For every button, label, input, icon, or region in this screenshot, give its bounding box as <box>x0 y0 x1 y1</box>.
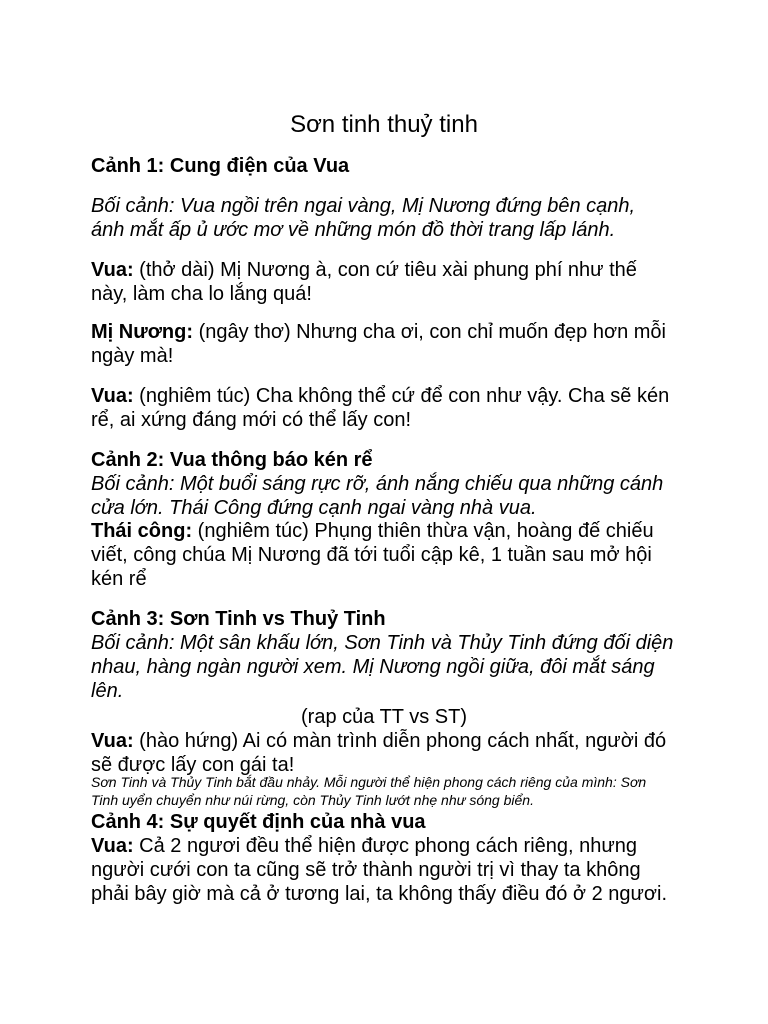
scene2-heading: Cảnh 2: Vua thông báo kén rể <box>91 449 373 471</box>
dialogue-text: Cả 2 ngươi đều thể hiện được phong cách riêng, nhưng người cưới con ta cũng sẽ trở thành người trị vì thay ta không phải bây giờ mà cả ở tương lai, ta không thấy điều đó ở 2 ngươi. <box>91 835 668 905</box>
scene1-line3 <box>91 384 681 432</box>
dialogue-text: (thở dài) Mị Nương à, con cứ tiêu xài phung phí như thế này, làm cha lo lắng quá! <box>91 259 637 305</box>
scene4-heading: Cảnh 4: Sự quyết định của nhà vua <box>91 811 426 833</box>
speaker-label: Mị Nương: <box>91 321 194 343</box>
speaker-label: Vua: <box>91 259 134 281</box>
rap-note: (rap của TT vs ST) <box>301 706 467 728</box>
speaker-label: Thái công: <box>91 520 193 542</box>
scene3-line1 <box>91 729 691 777</box>
scene1-line2 <box>91 320 681 368</box>
dialogue-text: (nghiêm túc) Cha không thể cứ để con như vậy. Cha sẽ kén rể, ai xứng đáng mới có thể lấy con! <box>91 385 670 431</box>
document-title: Sơn tinh thuỷ tinh <box>290 111 478 138</box>
scene3-setting: Bối cảnh: Một sân khấu lớn, Sơn Tinh và Thủy Tinh đứng đối diện nhau, hàng ngàn người xem. Mị Nương ngồi giữa, đôi mắt sáng lên. <box>91 632 674 702</box>
speaker-label: Vua: <box>91 730 134 752</box>
scene1-setting: Bối cảnh: Vua ngồi trên ngai vàng, Mị Nương đứng bên cạnh, ánh mắt ấp ủ ước mơ về những món đồ thời trang lấp lánh. <box>91 195 636 241</box>
speaker-label: Vua: <box>91 835 134 857</box>
scene3-heading: Cảnh 3: Sơn Tinh vs Thuỷ Tinh <box>91 608 386 630</box>
scene1-heading: Cảnh 1: Cung điện của Vua <box>91 155 350 177</box>
scene2-setting: Bối cảnh: Một buổi sáng rực rỡ, ánh nắng chiếu qua những cánh cửa lớn. Thái Công đứng cạnh ngai vàng nhà vua. <box>91 473 664 519</box>
scene2-line1 <box>91 519 681 591</box>
dialogue-text: (nghiêm túc) Phụng thiên thừa vận, hoàng đế chiếu viết, công chúa Mị Nương đã tới tuổi cập kê, 1 tuần sau mở hội kén rể <box>91 520 654 590</box>
stage-direction: Sơn Tinh và Thủy Tinh bắt đầu nhảy. Mỗi người thể hiện phong cách riêng của mình: Sơn Tinh uyển chuyển như núi rừng, còn Thủy Tinh lướt nhẹ như sóng biển. <box>91 774 647 808</box>
dialogue-text: (hào hứng) Ai có màn trình diễn phong cách nhất, người đó sẽ được lấy con gái ta! <box>91 730 667 776</box>
dialogue-text: (ngây thơ) Nhưng cha ơi, con chỉ muốn đẹp hơn mỗi ngày mà! <box>91 321 666 367</box>
scene4-line1 <box>91 834 681 906</box>
scene1-line1 <box>91 258 656 306</box>
speaker-label: Vua: <box>91 385 134 407</box>
